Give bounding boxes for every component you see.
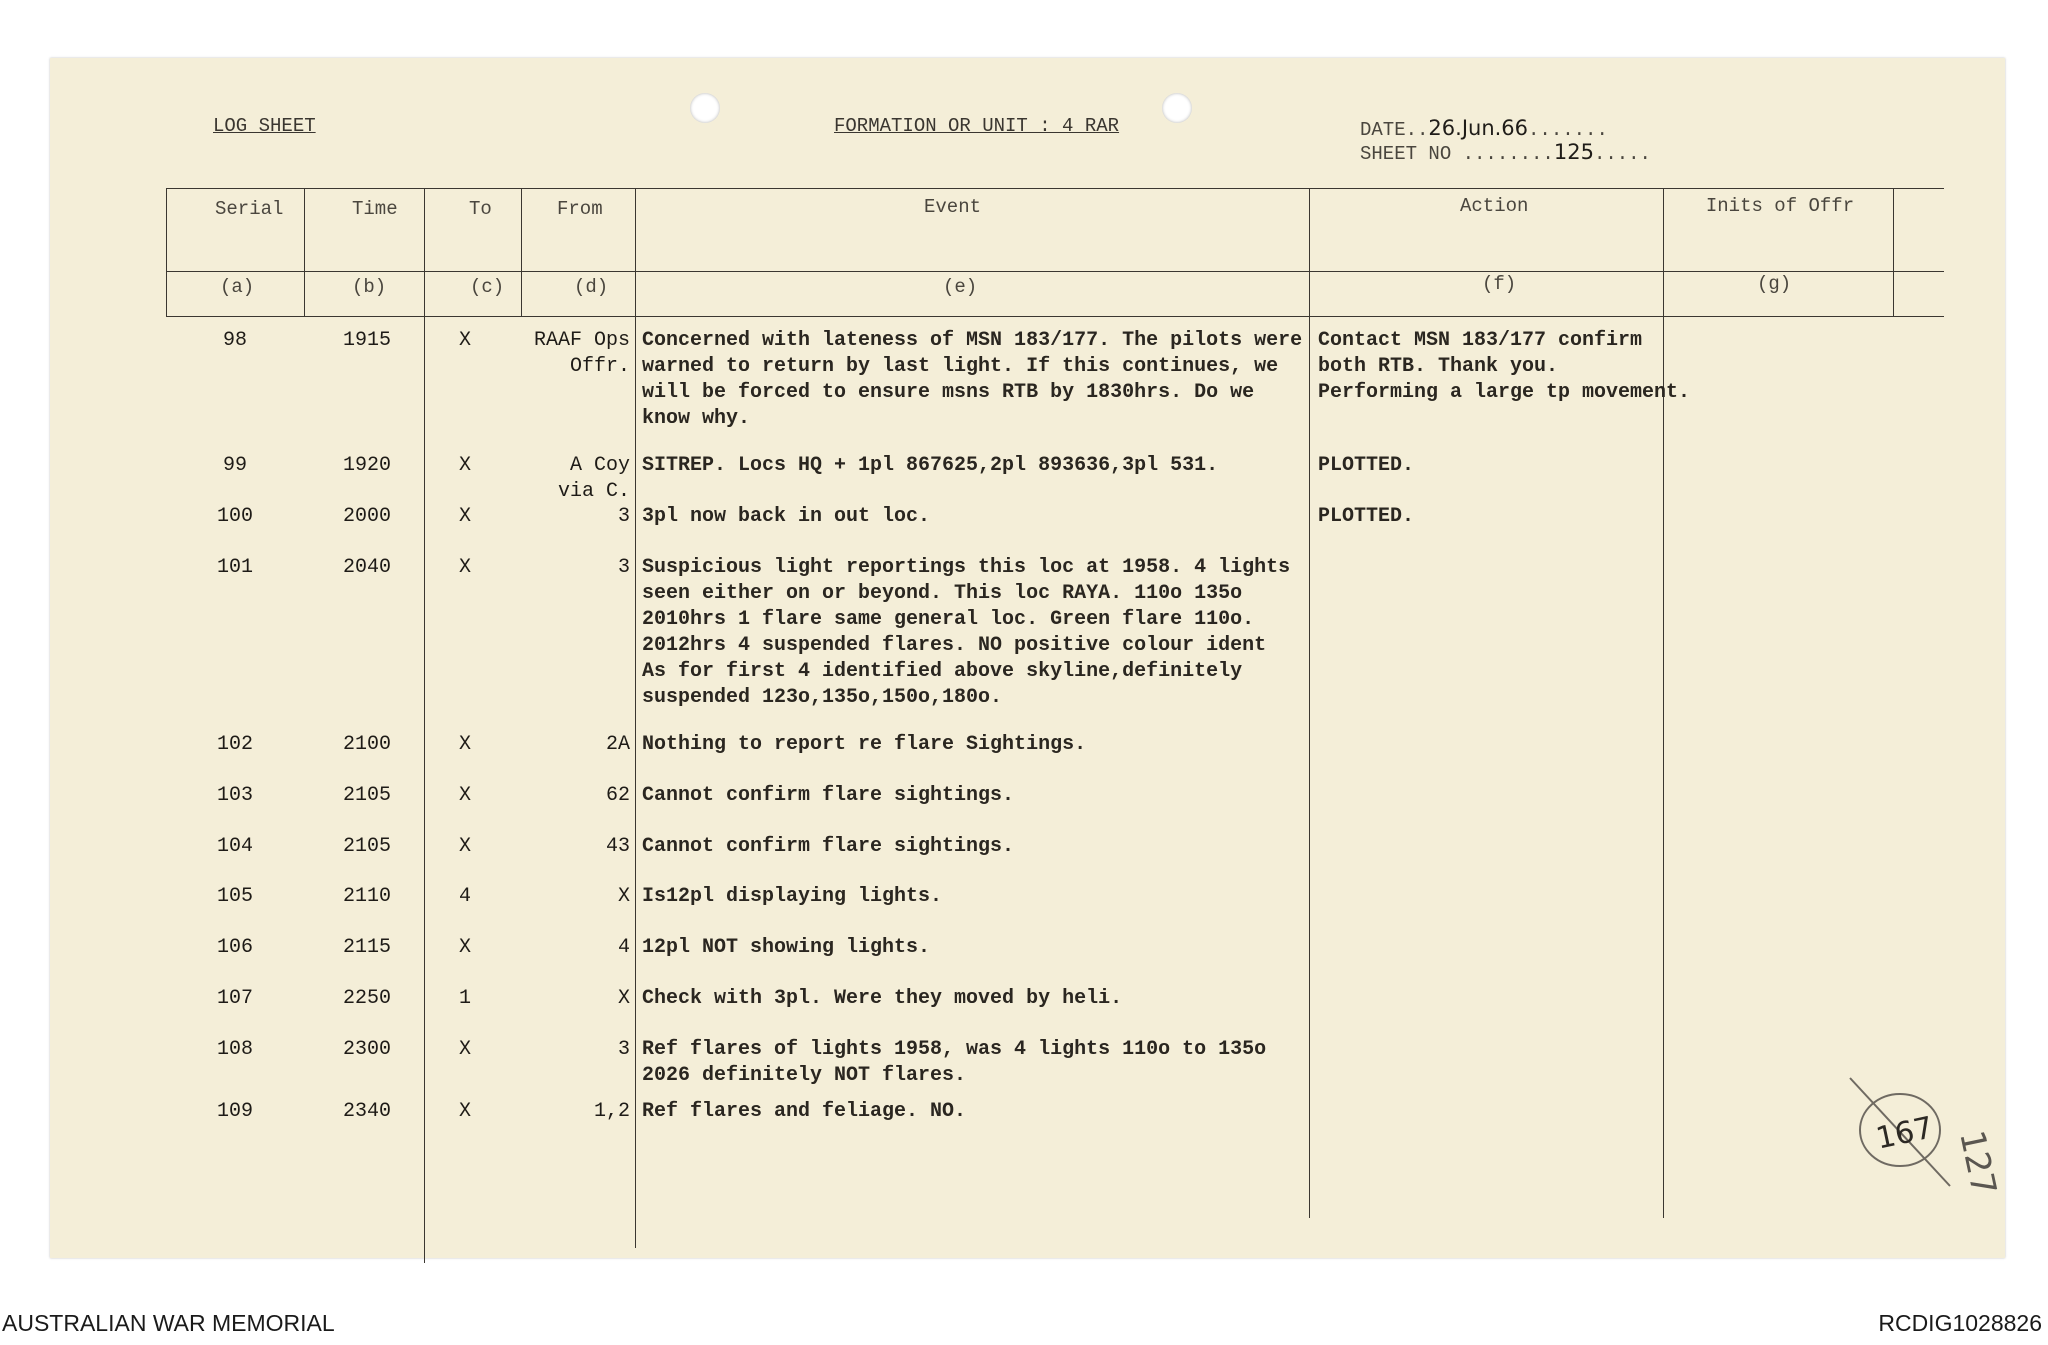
from-cell: RAAF Ops Offr. [533,329,630,378]
action-cell: Contact MSN 183/177 confirm both RTB. Thank you. Performing a large tp movement. [1318,329,1691,404]
col-rule-action [1309,188,1310,1218]
event-cell: 3pl now back in out loc. [642,505,931,528]
to-cell: X [458,733,471,756]
from-cell: A Coy via C. [557,454,630,503]
date-value: 26.Jun.66 [1428,116,1529,140]
sheet-no-value: 125 [1553,140,1594,164]
from-cell: 1,2 [593,1100,630,1123]
formation-unit: FORMATION OR UNIT : 4 RAR [834,115,1120,137]
col-rule-time [304,188,305,316]
col-rule-to [424,188,425,1263]
from-cell: 62 [605,784,630,807]
to-cell: 4 [458,885,471,908]
action-cell: PLOTTED. [1318,454,1415,477]
time-cell: 2100 [342,733,391,756]
serial-cell: 101 [216,556,253,579]
serial-cell: 105 [216,885,253,908]
event-cell: SITREP. Locs HQ + 1pl 867625,2pl 893636,3pl 531. [642,454,1219,477]
from-cell: X [617,987,630,1010]
sheet-no-label: SHEET NO [1360,143,1452,165]
col-header-serial: Serial [215,198,284,220]
table-right-rule [1893,188,1894,316]
col-code-d: (d) [574,276,609,298]
event-cell: Suspicious light reportings this loc at 1958. 4 lights seen either on or beyond. This loc RAYA. 110o 135o 2010hrs 1 flare same general loc. Green flare 110o. 2012hrs 4 suspended flares. NO positive colour ident As for first 4 identified above skyline,definitely suspended 123o,135o,150o,180o. [642,556,1291,709]
serial-cell: 104 [216,835,253,858]
serial-cell: 99 [222,454,247,477]
col-code-e: (e) [943,276,978,298]
event-cell: Concerned with lateness of MSN 183/177. The pilots were warned to return by last light. If this continues, we will be forced to ensure msns RTB by 1830hrs. Do we know why. [642,329,1303,430]
from-cell: 3 [617,1038,630,1061]
event-cell: Ref flares and feliage. NO. [642,1100,967,1123]
from-cell: 4 [617,936,630,959]
to-cell: X [458,505,471,528]
page-number-annotation: 127 [1951,1127,2004,1199]
serial-cell: 98 [222,329,247,352]
col-rule-from [521,188,522,316]
to-cell: X [458,1038,471,1061]
to-cell: X [458,1100,471,1123]
col-header-action: Action [1460,195,1529,217]
event-cell: Check with 3pl. Were they moved by heli. [642,987,1123,1010]
table-top-rule [166,188,1944,189]
to-cell: X [458,454,471,477]
col-header-time: Time [352,198,398,220]
action-cell: PLOTTED. [1318,505,1415,528]
col-header-from: From [557,198,603,220]
to-cell: X [458,835,471,858]
col-code-b: (b) [352,276,387,298]
punch-hole-left [690,93,720,123]
serial-cell: 106 [216,936,253,959]
punch-hole-right [1162,93,1192,123]
time-cell: 2115 [342,936,391,959]
col-header-to: To [469,198,492,220]
date-field: DATE..26.Jun.66....... [1360,116,1608,141]
serial-cell: 108 [216,1038,253,1061]
time-cell: 1920 [342,454,391,477]
event-cell: Ref flares of lights 1958, was 4 lights 110o to 135o 2026 definitely NOT flares. [642,1038,1267,1087]
from-cell: 3 [617,556,630,579]
time-cell: 2250 [342,987,391,1010]
time-cell: 2040 [342,556,391,579]
time-cell: 2000 [342,505,391,528]
time-cell: 1915 [342,329,391,352]
time-cell: 2105 [342,835,391,858]
log-sheet-paper [50,58,2005,1258]
log-sheet-title: LOG SHEET [213,115,316,137]
serial-cell: 102 [216,733,253,756]
event-cell: Nothing to report re flare Sightings. [642,733,1087,756]
footer-record-id: RCDIG1028826 [1878,1310,2042,1336]
col-code-g: (g) [1757,273,1792,295]
serial-cell: 109 [216,1100,253,1123]
to-cell: X [458,556,471,579]
to-cell: X [458,936,471,959]
footer-source: AUSTRALIAN WAR MEMORIAL [2,1310,335,1336]
time-cell: 2105 [342,784,391,807]
to-cell: 1 [458,987,471,1010]
time-cell: 2300 [342,1038,391,1061]
from-cell: 3 [617,505,630,528]
event-cell: Cannot confirm flare sightings. [642,835,1015,858]
col-code-a: (a) [220,276,255,298]
time-cell: 2340 [342,1100,391,1123]
to-cell: X [458,329,471,352]
col-header-event: Event [924,196,982,218]
to-cell: X [458,784,471,807]
event-cell: Is12pl displaying lights. [642,885,943,908]
time-cell: 2110 [342,885,391,908]
date-label: DATE [1360,119,1406,141]
header-rule [166,271,1944,272]
event-cell: 12pl NOT showing lights. [642,936,931,959]
serial-cell: 107 [216,987,253,1010]
serial-cell: 103 [216,784,253,807]
from-cell: 2A [605,733,630,756]
col-rule-event [635,188,636,1248]
col-code-f: (f) [1482,273,1517,295]
col-code-c: (c) [470,276,505,298]
from-cell: X [617,885,630,908]
col-header-inits: Inits of Offr [1705,195,1855,217]
sheet-no-field: SHEET NO ........125..... [1360,140,1651,165]
event-cell: Cannot confirm flare sightings. [642,784,1015,807]
from-cell: 43 [605,835,630,858]
subheader-rule [166,316,1944,317]
table-left-rule [166,188,167,316]
circled-number: 167 [1872,1110,1937,1157]
serial-cell: 100 [216,505,253,528]
